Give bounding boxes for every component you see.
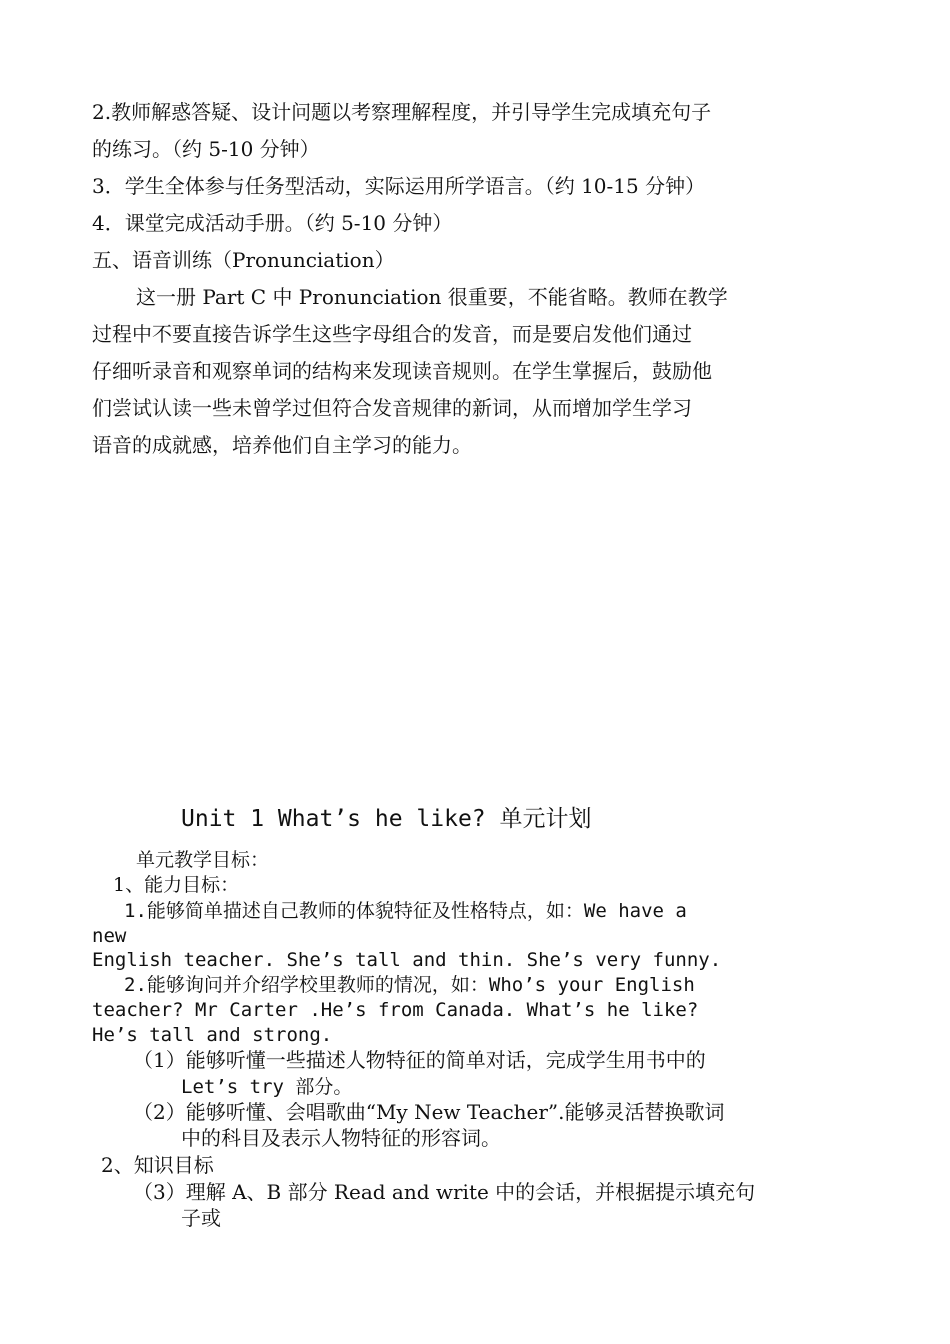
paragraph-3: 3．学生全体参与任务型活动，实际运用所学语言。（约 10-15 分钟） xyxy=(92,174,706,198)
ability-item-2-line-1: 2.能够询问并介绍学校里教师的情况，如：Who’s your English xyxy=(124,974,695,996)
ability-item-2-line-3: He’s tall and strong. xyxy=(92,1024,333,1046)
pronunciation-paragraph-line-5: 语音的成就感，培养他们自主学习的能力。 xyxy=(92,433,472,457)
pronunciation-paragraph-line-4: 们尝试认读一些未曾学过但符合发音规律的新词，从而增加学生学习 xyxy=(92,396,692,420)
sub-item-3-line-2: 子或 xyxy=(181,1206,221,1230)
pronunciation-paragraph-line-3: 仔细听录音和观察单词的结构来发现读音规则。在学生掌握后，鼓励他 xyxy=(92,359,712,383)
ability-item-1-line-2: new xyxy=(92,925,127,947)
knowledge-goals-heading: 2、知识目标 xyxy=(101,1153,214,1177)
paragraph-2-line-2: 的练习。（约 5-10 分钟） xyxy=(92,137,320,161)
ability-item-1-line-3: English teacher. She’s tall and thin. She’s very funny. xyxy=(92,949,722,971)
pronunciation-paragraph-line-1: 这一册 Part C 中 Pronunciation 很重要，不能省略。教师在教学 xyxy=(136,285,728,309)
ability-goals-heading: 1、能力目标： xyxy=(113,874,240,896)
paragraph-4: 4．课堂完成活动手册。（约 5-10 分钟） xyxy=(92,211,453,235)
goals-heading: 单元教学目标： xyxy=(136,849,270,871)
sub-item-1-line-1: （1）能够听懂一些描述人物特征的简单对话，完成学生用书中的 xyxy=(133,1048,706,1072)
paragraph-2-line-1: 2.教师解惑答疑、设计问题以考察理解程度，并引导学生完成填充句子 xyxy=(92,100,712,124)
ability-item-1-line-1: 1.能够简单描述自己教师的体貌特征及性格特点，如：We have a xyxy=(124,900,687,922)
sub-item-2-line-2: 中的科目及表示人物特征的形容词。 xyxy=(181,1126,501,1150)
pronunciation-paragraph-line-2: 过程中不要直接告诉学生这些字母组合的发音，而是要启发他们通过 xyxy=(92,322,692,346)
ability-item-2-line-2: teacher? Mr Carter .He’s from Canada. What’s he like? xyxy=(92,999,699,1021)
sub-item-2-line-1: （2）能够听懂、会唱歌曲“My New Teacher”.能够灵活替换歌词 xyxy=(133,1100,725,1124)
sub-item-3-line-1: （3）理解 A、B 部分 Read and write 中的会话，并根据提示填充句 xyxy=(133,1180,756,1204)
unit-title: Unit 1 What’s he like? 单元计划 xyxy=(181,806,592,832)
sub-item-1-line-2: Let’s try 部分。 xyxy=(181,1076,353,1098)
heading-pronunciation: 五、语音训练（Pronunciation） xyxy=(92,248,395,272)
